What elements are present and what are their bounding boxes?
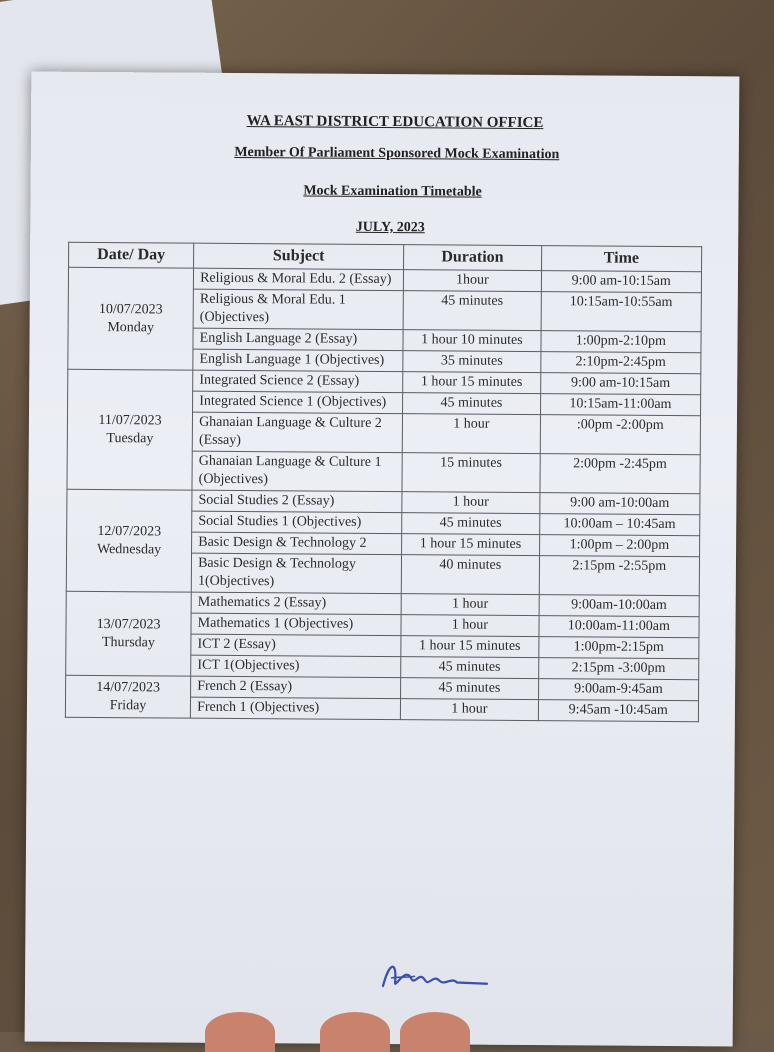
sponsor-heading: Member Of Parliament Sponsored Mock Examination [234, 144, 560, 163]
time-cell: 10:00am – 10:45am [539, 514, 699, 536]
time-cell: 9:00am-9:45am [538, 679, 698, 701]
duration-cell: 1 hour [402, 414, 540, 454]
timetable-body [65, 267, 701, 721]
subject-cell: ICT 2 (Essay) [191, 634, 401, 656]
duration-cell: 15 minutes [402, 453, 540, 493]
subject-cell: Social Studies 2 (Essay) [192, 490, 402, 512]
exam-weekday: Thursday [101, 634, 155, 650]
time-cell: 2:15pm -2:55pm [539, 556, 700, 596]
duration-cell: 1 hour [401, 615, 539, 637]
duration-cell: 45 minutes [401, 657, 539, 679]
subject-cell: Integrated Science 2 (Essay) [193, 370, 403, 392]
duration-cell: 45 minutes [402, 513, 540, 535]
date-day-cell [65, 675, 190, 718]
time-cell: 2:15pm -3:00pm [538, 658, 698, 680]
duration-cell: 40 minutes [401, 555, 539, 595]
subject-cell: English Language 2 (Essay) [193, 328, 403, 350]
time-cell: 9:45am -10:45am [538, 700, 698, 722]
duration-cell: 1 hour [400, 699, 538, 721]
exam-date: 13/07/2023 [96, 616, 161, 632]
subject-cell: Basic Design & Technology 2 [192, 532, 402, 554]
date-day-cell [66, 591, 192, 676]
duration-cell: 35 minutes [403, 351, 541, 373]
date-day-cell [66, 489, 192, 592]
duration-cell: 1hour [403, 270, 541, 292]
column-header-date: Date/ Day [69, 242, 194, 268]
duration-cell: 45 minutes [403, 393, 541, 415]
duration-cell: 45 minutes [403, 291, 541, 331]
timetable-sheet [25, 72, 740, 1047]
subject-cell: ICT 1(Objectives) [191, 655, 401, 677]
subject-cell: Ghanaian Language & Culture 2 (Essay) [192, 412, 402, 452]
date-day-cell [68, 267, 194, 370]
time-cell: 9:00 am-10:15am [541, 271, 701, 293]
exam-weekday: Friday [109, 697, 147, 713]
exam-weekday: Tuesday [106, 430, 154, 446]
duration-cell: 45 minutes [401, 678, 539, 700]
finger [205, 1012, 275, 1052]
time-cell: 10:15am-11:00am [540, 394, 700, 416]
subject-cell: French 2 (Essay) [191, 676, 401, 698]
time-cell: 9:00 am-10:00am [539, 493, 699, 515]
month-heading: JULY, 2023 [355, 219, 425, 236]
subject-cell: Religious & Moral Edu. 2 (Essay) [194, 268, 404, 290]
signature [375, 956, 495, 997]
time-cell: 1:00pm-2:10pm [541, 331, 701, 353]
exam-timetable [65, 242, 702, 722]
column-header-duration: Duration [404, 245, 542, 271]
column-header-subject: Subject [194, 243, 404, 269]
finger [320, 1012, 390, 1052]
timetable-title: Mock Examination Timetable [303, 183, 482, 200]
time-cell: 10:00am-11:00am [539, 616, 699, 638]
duration-cell: 1 hour [402, 492, 540, 514]
exam-date: 14/07/2023 [96, 679, 161, 695]
duration-cell: 1 hour 15 minutes [403, 372, 541, 394]
time-cell: 1:00pm-2:15pm [538, 637, 698, 659]
time-cell: 1:00pm – 2:00pm [539, 535, 699, 557]
date-day-cell [67, 369, 193, 490]
subject-cell: Ghanaian Language & Culture 1 (Objectives) [192, 451, 402, 491]
time-cell: 9:00am-10:00am [539, 595, 699, 617]
duration-cell: 1 hour [401, 594, 539, 616]
exam-weekday: Wednesday [96, 541, 162, 557]
duration-cell: 1 hour 10 minutes [403, 330, 541, 352]
subject-cell: Basic Design & Technology 1(Objectives) [191, 553, 401, 593]
table-row [68, 369, 701, 394]
table-row [66, 675, 699, 700]
finger [400, 1012, 470, 1052]
exam-date: 10/07/2023 [98, 301, 163, 317]
subject-cell: French 1 (Objectives) [191, 697, 401, 719]
duration-cell: 1 hour 15 minutes [401, 636, 539, 658]
subject-cell: Religious & Moral Edu. 1 (Objectives) [193, 289, 403, 329]
table-row [67, 489, 700, 514]
time-cell: 2:00pm -2:45pm [540, 454, 701, 494]
time-cell: :00pm -2:00pm [540, 415, 701, 455]
time-cell: 9:00 am-10:15am [540, 373, 700, 395]
subject-cell: Mathematics 2 (Essay) [191, 592, 401, 614]
subject-cell: Social Studies 1 (Objectives) [192, 511, 402, 533]
subject-cell: Integrated Science 1 (Objectives) [193, 391, 403, 413]
subject-cell: Mathematics 1 (Objectives) [191, 613, 401, 635]
table-row [66, 591, 699, 616]
time-cell: 10:15am-10:55am [541, 292, 702, 332]
exam-weekday: Monday [107, 319, 155, 335]
office-heading: WA EAST DISTRICT EDUCATION OFFICE [246, 113, 544, 132]
time-cell: 2:10pm-2:45pm [540, 352, 700, 374]
subject-cell: English Language 1 (Objectives) [193, 349, 403, 371]
exam-date: 12/07/2023 [97, 523, 162, 539]
table-row [68, 267, 701, 292]
duration-cell: 1 hour 15 minutes [402, 534, 540, 556]
column-header-time: Time [541, 246, 702, 272]
exam-date: 11/07/2023 [98, 412, 162, 428]
